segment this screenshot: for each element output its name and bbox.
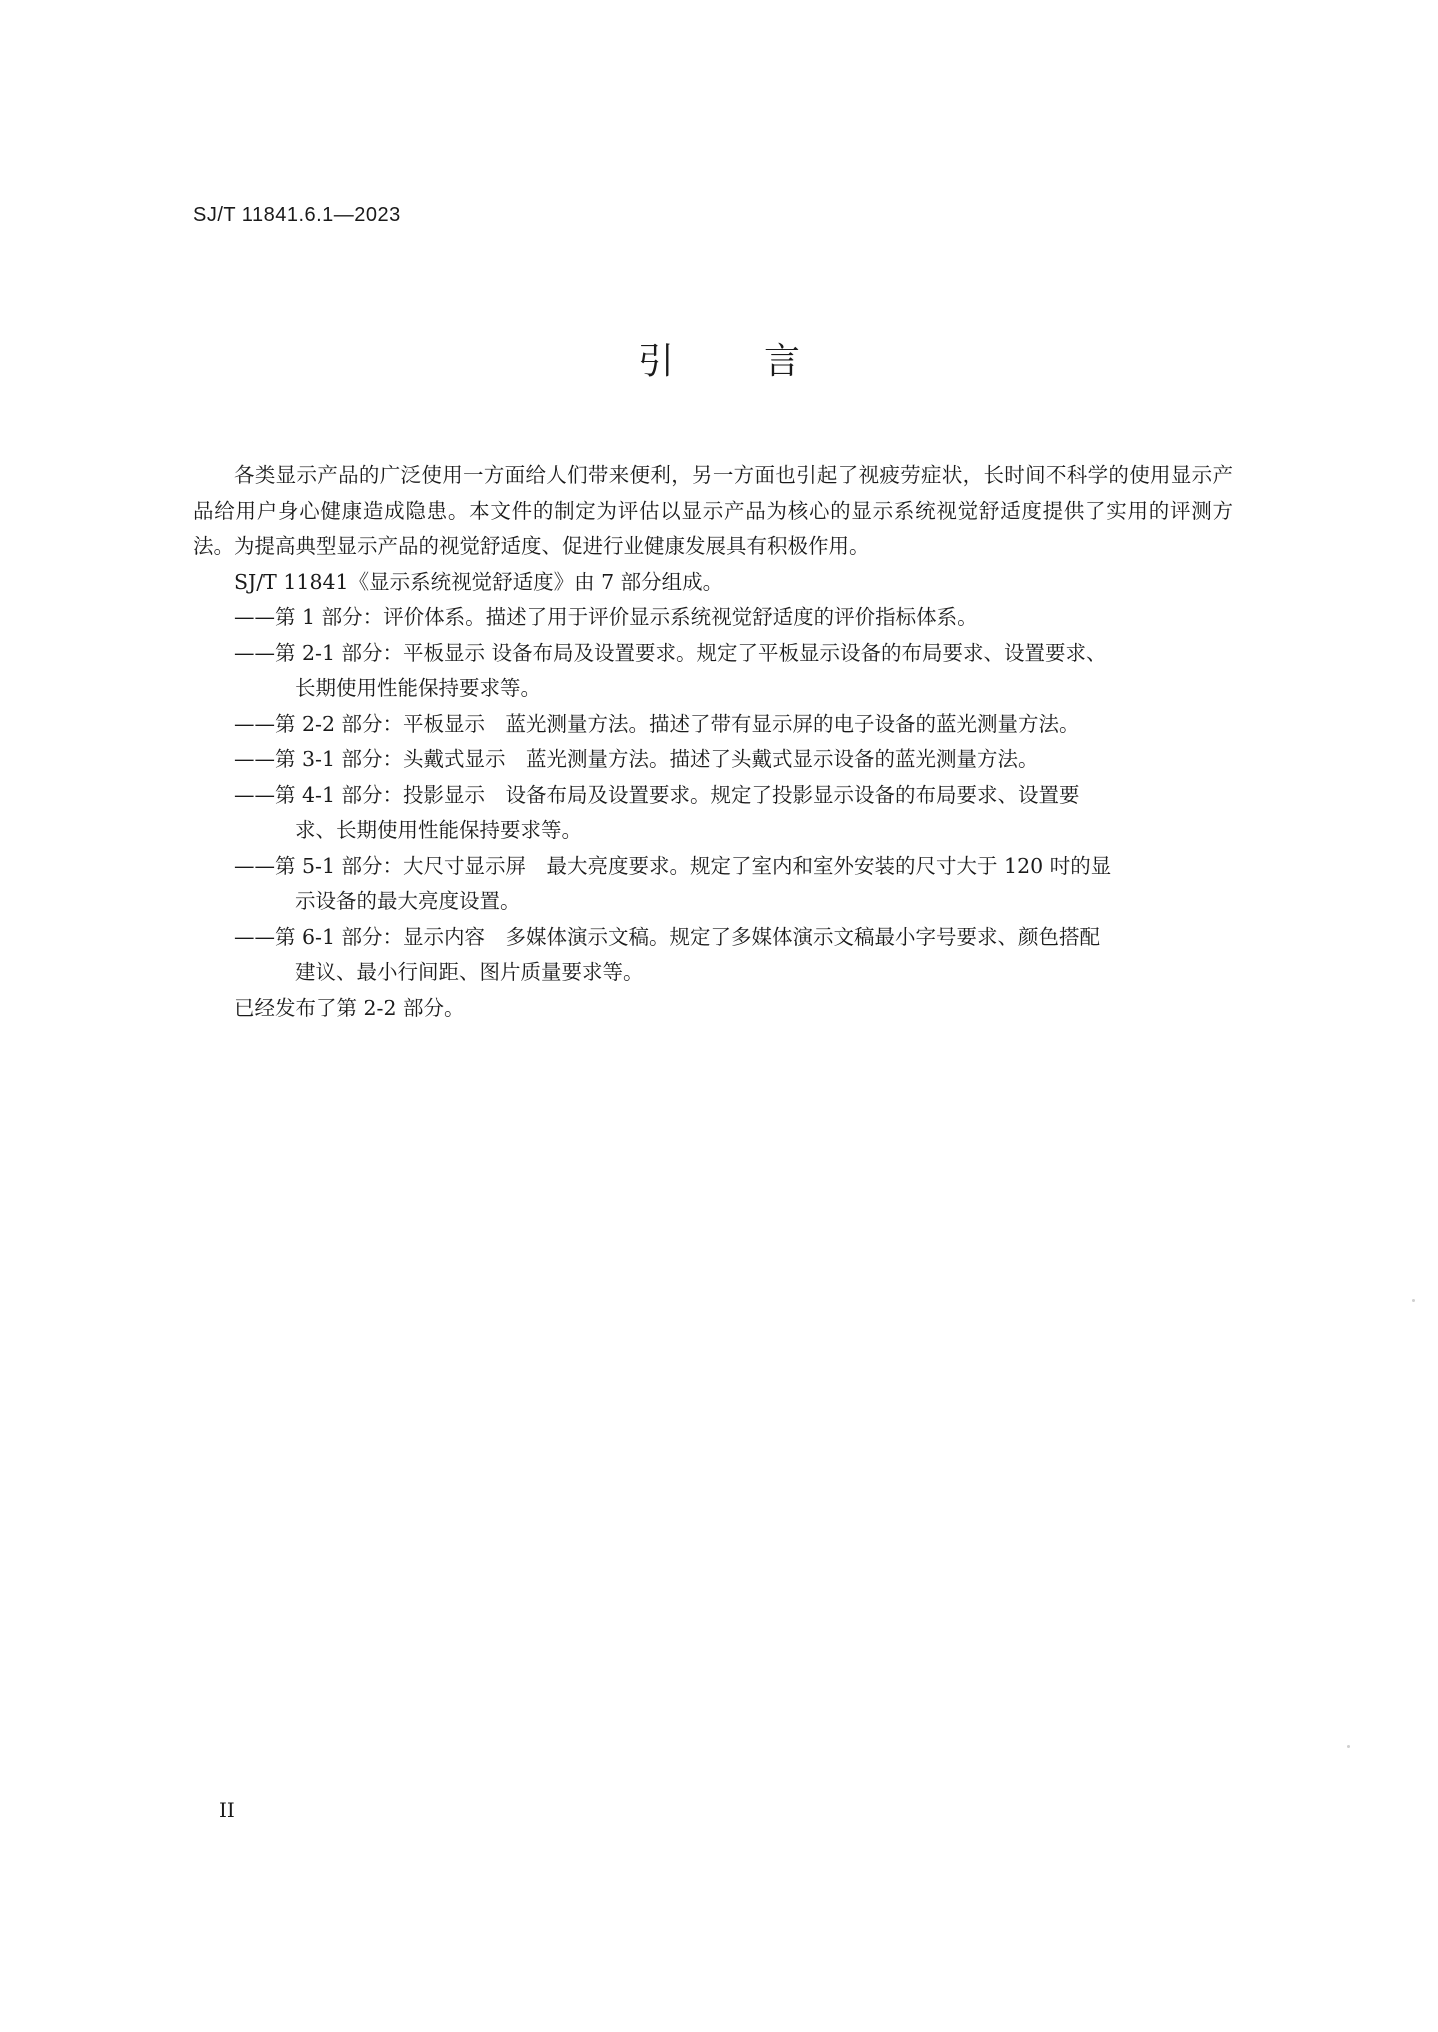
part-item-2-1 — [193, 636, 1233, 707]
page-number: II — [219, 1798, 235, 1822]
part-item-2-2 — [193, 707, 1233, 743]
part-item-6-1 — [193, 920, 1233, 991]
part-item-text: ——第 3-1 部分：头戴式显示 蓝光测量方法。描述了头戴式显示设备的蓝光测量方法。 — [234, 747, 1039, 771]
part-item-continuation: 求、长期使用性能保持要求等。 — [295, 818, 582, 842]
part-item-text: ——第 2-2 部分：平板显示 蓝光测量方法。描述了带有显示屏的电子设备的蓝光测量方法。 — [234, 711, 1080, 736]
part-item-text: ——第 4-1 部分：投影显示 设备布局及设置要求。规定了投影显示设备的布局要求、设置要 — [234, 782, 1080, 807]
part-item-text: ——第 1 部分：评价体系。描述了用于评价显示系统视觉舒适度的评价指标体系。 — [234, 605, 978, 629]
part-item-text: ——第 6-1 部分：显示内容 多媒体演示文稿。规定了多媒体演示文稿最小字号要求、颜色搭配 — [234, 924, 1101, 949]
part-item-5-1 — [193, 849, 1233, 920]
document-number: SJ/T 11841.6.1—2023 — [193, 204, 401, 226]
composition-sentence: SJ/T 11841《显示系统视觉舒适度》由 7 部分组成。 — [234, 569, 724, 594]
content-body — [193, 458, 1233, 1026]
part-item-text: ——第 5-1 部分：大尺寸显示屏 最大亮度要求。规定了室内和室外安装的尺寸大于 120 吋的显 — [234, 853, 1112, 878]
part-item-1 — [193, 600, 1233, 636]
published-note: 已经发布了第 2-2 部分。 — [234, 995, 465, 1020]
part-item-text: ——第 2-1 部分：平板显示 设备布局及设置要求。规定了平板显示设备的布局要求、设置要求、 — [234, 640, 1107, 665]
part-item-continuation: 长期使用性能保持要求等。 — [295, 676, 541, 700]
intro-paragraph: 各类显示产品的广泛使用一方面给人们带来便利，另一方面也引起了视疲劳症状，长时间不科学的使用显示产品给用户身心健康造成隐患。本文件的制定为评估以显示产品为核心的显示系统视觉舒适度提供了实用的评测方法。为提高典型显示产品的视觉舒适度、促进行业健康发展具有积极作用。 — [193, 463, 1233, 558]
part-item-continuation: 示设备的最大亮度设置。 — [295, 889, 521, 913]
part-item-continuation: 建议、最小行间距、图片质量要求等。 — [295, 960, 644, 984]
part-item-3-1 — [193, 742, 1233, 778]
scan-speck — [1347, 1745, 1350, 1748]
part-item-4-1 — [193, 778, 1233, 849]
scan-speck — [1412, 1299, 1415, 1302]
page-title: 引言 — [637, 341, 890, 382]
